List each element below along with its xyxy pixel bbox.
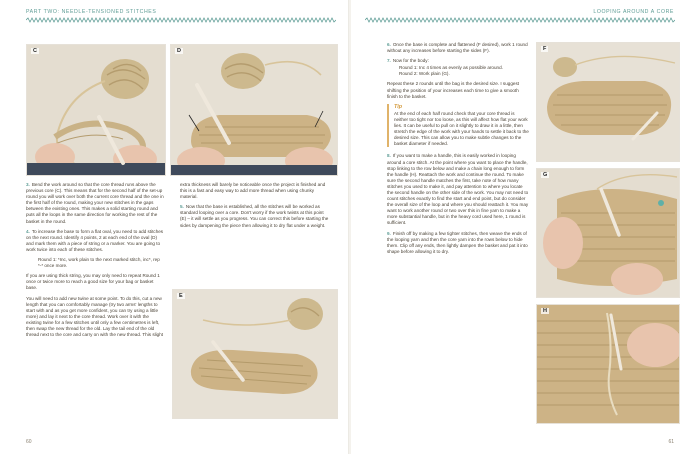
step-5-number: 5. — [180, 204, 184, 210]
thick-string-note: If you are using thick string, you may only need to repeat Round 1 once or twice more to reach a good size for your bag or basket base. — [26, 273, 160, 291]
step-7-number: 7. — [387, 58, 391, 64]
right-page — [351, 0, 700, 454]
photo-c-image — [27, 45, 165, 175]
tip-box — [387, 104, 529, 148]
tip-title: Tip — [394, 103, 402, 110]
step-4-round: Round 1: *Inc, work plain to the next marked stitch, inc*, rep *-* once more. — [38, 257, 160, 269]
page-number-left: 60 — [26, 439, 32, 445]
photo-e-label: E — [179, 293, 183, 299]
left-column-1 — [26, 182, 164, 342]
photo-h-image — [537, 305, 679, 423]
right-column — [387, 42, 529, 259]
running-header-left: PART TWO: NEEDLE-TENSIONED STITCHES — [26, 9, 157, 15]
add-twine-note: You will need to add new twine at some point. To do this, cut a new length that you can comfortably manage (try two arms' lengths to start with and as you get more confident, you can try using a little more) and lay it next to the core thread. Work over it with the existing twine for a few stitches until only a few centimetres is left, then swap the new thread for the old. Lay the tail end of the old thread next to the core and carry on with the new thread. This slight — [26, 295, 164, 338]
zigzag-rule-right — [365, 17, 675, 23]
step-7 — [387, 58, 529, 64]
step-9 — [387, 231, 529, 255]
step-6 — [387, 42, 529, 54]
step-6-number: 6. — [387, 42, 391, 47]
step-5 — [180, 204, 330, 228]
step-9-number: 9. — [387, 230, 391, 236]
photo-h — [536, 304, 680, 424]
extra-thickness-note: extra thickness will barely be noticeable once the project is finished and this is a fast and easy way to add more thread when using chunky material. — [180, 182, 326, 200]
step-3-number: 3. — [26, 182, 30, 187]
left-column-2 — [180, 182, 330, 233]
step-7-round-2: Round 2: Work plain (G). — [399, 71, 450, 77]
step-8 — [387, 153, 529, 226]
repeat-note: Repeat these 2 rounds until the bag is the desired size. I suggest shifting the position of your increases each time to give a smooth finish to the basket. — [387, 81, 520, 99]
photo-e-image — [173, 290, 337, 418]
step-6-text: Once the base is complete and flattened (F desired), work 1 round without any increases before starting the sides (F). — [387, 42, 528, 54]
photo-f-label: F — [543, 46, 547, 52]
step-3-text: Bend the work around so that the core thread runs above the previous core (C). This means that for the second half of the set-up round you will work over both the current core thread and the one in the first half of the round, making your new stitches in the gaps between the existing ones. This makes a solid starting round and puts all the loops in the same direction for working the rest of the basket in the round. — [26, 182, 164, 224]
photo-e — [172, 289, 338, 419]
photo-f — [536, 42, 680, 162]
running-header-right: LOOPING AROUND A CORE — [593, 9, 674, 15]
photo-g-image — [537, 169, 679, 297]
photo-d-image — [171, 45, 337, 175]
step-8-text: If you want to make a handle, this is easily worked in looping around a core stitch. At the point where you want to place the handle, stop linking to the row below and make a chain long enough to form the handle (H). Reattach the work and continue the round. To make sure the second handle matches the first, take note of how many stitches you used to make it, and pay attention to where you locate the second handle on the other side of the work. You may not need to count stitches exactly to find the start and end point, but do consider the overall size of the loop and where you should reattach it. You may want to work another round or two over this in fine yarn to make a more substantial handle, but in the heavy cord used here, 1 round is sufficient. — [387, 153, 529, 226]
page-number-right: 61 — [668, 439, 674, 445]
photo-c — [26, 44, 166, 176]
step-5-text: Now that the base is established, all the stitches will be worked as standard looping over a core. Don't worry if the work twists at this point (E) – it will settle as you progress. You can correct this before starting the sides by dampening the piece then allowing it to dry flat under a weight. — [180, 204, 329, 228]
photo-c-label: C — [33, 48, 37, 54]
step-7-round-1: Round 1: Inc 4 times as evenly as possible around. — [399, 65, 503, 71]
step-8-number: 8. — [387, 153, 391, 159]
step-4-text: To increase the base to form a flat oval, you need to add stitches on the next round. Identify 4 points, 2 at each end of the oval (D) and mark them with a piece of string or a marker. You are going to work twice into each of these stitches. — [26, 228, 164, 252]
tip-text: At the end of each half round check that your core thread is neither too tight nor too loose, as this will affect how flat your work lies. It can be useful to pull on it slightly to draw it in a little, then stretch the edge of the work with your hands to settle it back to the desired size. This can allow you to make subtle changes to the basket diameter if needed. — [394, 110, 529, 147]
step-3 — [26, 182, 164, 225]
photo-f-image — [537, 43, 679, 161]
step-4-number: 4. — [26, 228, 30, 234]
step-7-text: Now for the body: — [392, 58, 429, 64]
step-9-text: Finish off by making a few tighter stitches, then weave the ends of the looping yarn and then the core yarn into the rows below to hide them. Clip off any ends, then lightly dampen the basket and pat it into shape before allowing it to dry. — [387, 230, 528, 254]
photo-h-label: H — [543, 308, 547, 314]
zigzag-rule-left — [26, 17, 336, 23]
photo-d-label: D — [177, 48, 181, 54]
step-4 — [26, 229, 164, 253]
photo-g — [536, 168, 680, 298]
left-page — [0, 0, 349, 454]
photo-g-label: G — [543, 172, 548, 178]
photo-d — [170, 44, 338, 176]
